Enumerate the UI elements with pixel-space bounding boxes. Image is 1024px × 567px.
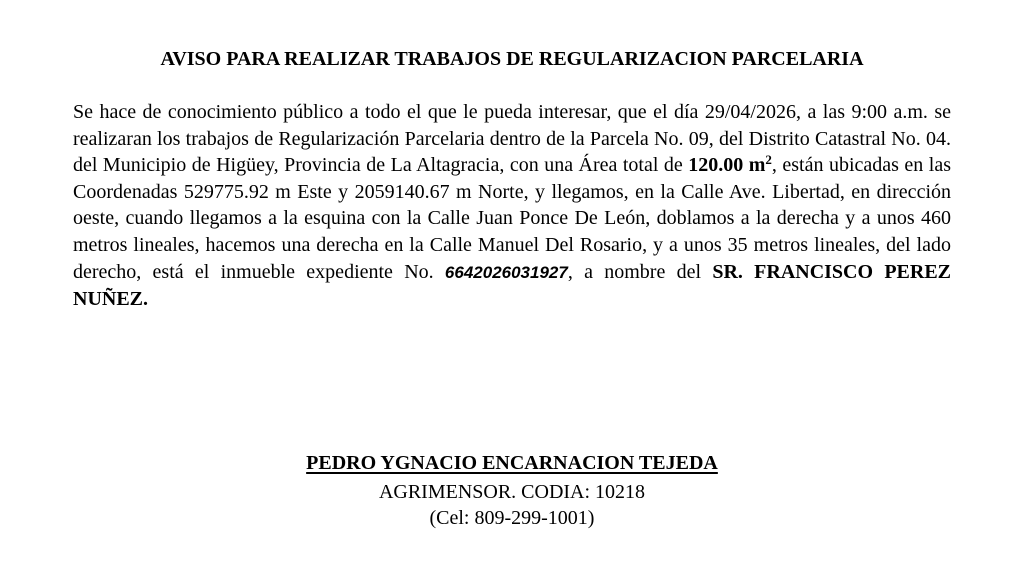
expediente-number: 6642026031927	[444, 262, 568, 282]
area-superscript: 2	[765, 152, 772, 168]
body-text-part3: , a nombre del	[567, 260, 713, 283]
signatory-name: PEDRO YGNACIO ENCARNACION TEJEDA	[306, 452, 718, 474]
signatory-phone: (Cel: 809-299-1001)	[429, 507, 595, 529]
signatory-title: AGRIMENSOR. CODIA: 10218	[378, 481, 646, 503]
owner-name: SR. FRANCISCO PEREZ NUÑEZ.	[73, 260, 952, 311]
body-text-part1: Se hace de conocimiento público a todo el que le pueda interesar, que el día 29/04/2026, a las 9:00 a.m. se realizaran los trabajos de Regularización Parcelaria dentro de la Parcela No. 09, del Distrito Catastral No. 04. del Municipio de Higüey, Provincia de La Altagracia, con una Área total de	[73, 101, 951, 177]
body-text-part2: , están ubicadas en las Coordenadas 529775.92 m Este y 2059140.67 m Norte, y llegamos, en la Calle Ave. Libertad, en dirección oeste, cuando llegamos a la esquina con la Calle Juan Ponce De León, doblamos a la derecha y a unos 460 metros lineales, hacemos una derecha en la Calle Manuel Del Rosario, y a unos 35 metros lineales, del lado derecho, está el inmueble expediente No.	[73, 154, 951, 283]
area-value-text: 120.00 m	[688, 154, 766, 177]
area-value	[688, 154, 772, 176]
notice-title: AVISO PARA REALIZAR TRABAJOS DE REGULARIZACION PARCELARIA	[160, 48, 864, 70]
notice-body	[73, 99, 951, 313]
